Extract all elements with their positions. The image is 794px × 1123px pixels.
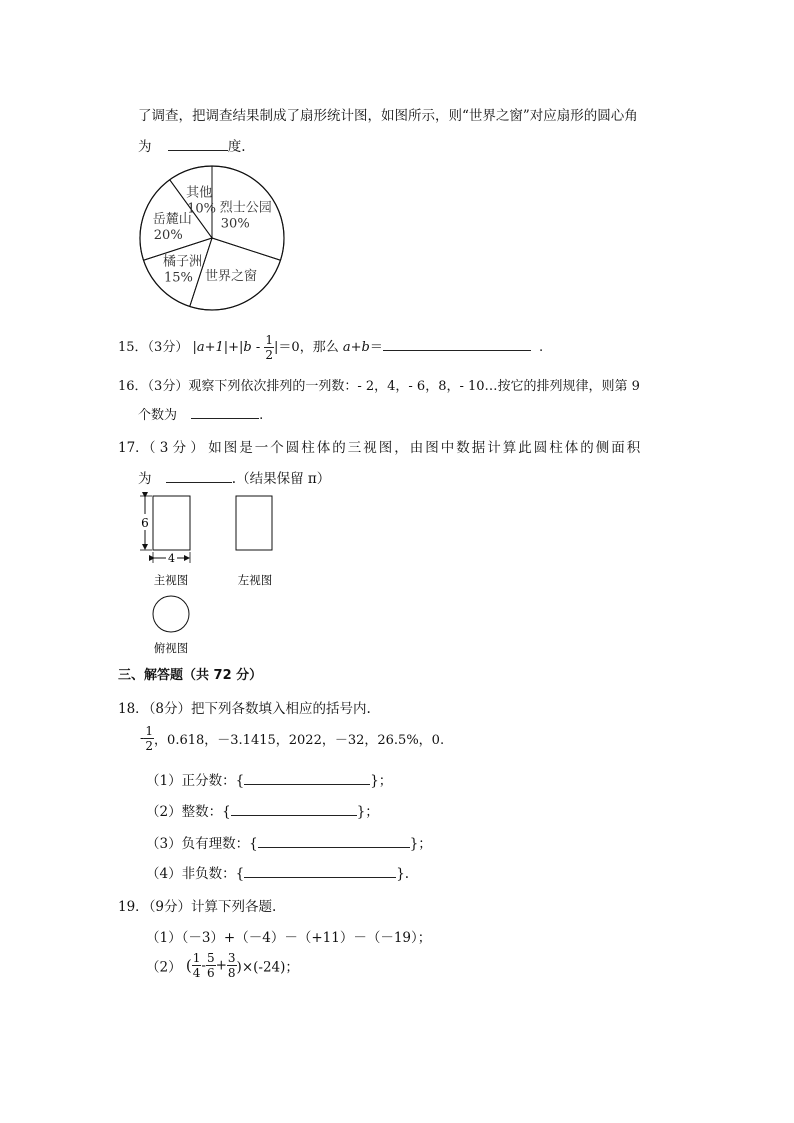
q19-sub1: （1）（－3）+（－4）－（+11）－（－19）；: [146, 930, 432, 946]
q16-line1: [118, 375, 640, 394]
q19-frac-1-num: 1: [192, 951, 201, 965]
pie-slice-percent: 30%: [220, 216, 250, 232]
q18-item-end: }.: [396, 866, 410, 882]
q18-item-label: （2）整数：{: [146, 804, 231, 820]
q16-answer-blank[interactable]: [191, 404, 259, 419]
q18-blank-4[interactable]: [244, 863, 396, 878]
q19-frac-2-num: 5: [206, 951, 215, 965]
width-label: 4: [168, 552, 175, 565]
q17-line1: [118, 436, 642, 456]
q19-score: （9分）: [148, 899, 192, 915]
q17-answer-blank[interactable]: [166, 468, 232, 483]
q16-number: 16．: [118, 379, 148, 394]
q15-answer-blank[interactable]: [383, 336, 531, 351]
q15-fraction: [264, 333, 274, 362]
front-view-label: 主视图: [153, 573, 189, 587]
q18-item-label: （4）非负数：{: [146, 866, 245, 882]
height-label: 6: [141, 516, 149, 530]
pie-slice-percent: 15%: [163, 270, 193, 286]
q19-frac-2-den: 6: [206, 966, 215, 980]
q18-item-end: }；: [370, 773, 393, 789]
q19-sub2: [146, 951, 299, 980]
q19-frac-2: [206, 951, 216, 980]
q18-score: （8分）: [148, 701, 192, 717]
pie-slice-label: 世界之窗: [204, 269, 257, 285]
q19-frac-1-den: 4: [192, 966, 201, 980]
q18-item-label: （3）负有理数：{: [146, 836, 258, 852]
q18-item-1: [146, 769, 392, 789]
q18-line1: [118, 697, 371, 717]
q19-sub2-label: （2）: [146, 959, 182, 976]
q18-item-2: [146, 800, 379, 820]
section-title: 三、解答题（共 72 分）: [118, 668, 263, 683]
q17-line2: [138, 467, 330, 487]
q18-neg: -: [140, 731, 145, 746]
q18-item-end: }；: [356, 804, 379, 820]
pie-slice-label: 烈士公园: [219, 200, 272, 216]
q18-blank-2[interactable]: [231, 801, 357, 816]
pie-slice-label: 其他: [186, 185, 213, 201]
pie-chart: [137, 164, 287, 314]
q19-tail: )×(-24)；: [236, 959, 299, 976]
pie-slice-percent: 10%: [187, 201, 217, 217]
side-view-rect: [236, 496, 272, 550]
q18-item-label: （1）正分数：{: [146, 773, 245, 789]
front-view-rect: [153, 496, 190, 550]
q18-item-4: [146, 862, 409, 882]
q18-numbers: [140, 724, 444, 753]
q19-frac-3: [227, 951, 237, 980]
q19-text: 计算下列各题.: [191, 899, 277, 915]
q18-blank-1[interactable]: [244, 770, 370, 785]
q15-score: （3分）: [147, 340, 189, 355]
q19-frac-1: [192, 951, 202, 980]
q18-frac-num: 1: [145, 724, 154, 738]
q15-eq-sign: ＝: [369, 340, 383, 355]
q19-frac-3-num: 3: [227, 951, 236, 965]
q18-frac-den: 2: [145, 739, 154, 753]
q17-score: （ 3 分 ）: [148, 440, 204, 456]
q15-eq-left: |a+1|+|b -: [192, 340, 261, 355]
q18-text: 把下列各数填入相应的括号内.: [191, 701, 371, 717]
q15-ab: a+b: [342, 340, 370, 355]
q17-number: 17．: [118, 440, 149, 456]
q15: [118, 333, 543, 362]
q17-suffix: .（结果保留 π）: [231, 471, 331, 487]
q15-eq-mid: |＝0，那么: [274, 340, 339, 355]
q16-prefix: 个数为: [138, 408, 178, 423]
q16-score: （3分）: [147, 379, 189, 394]
q18-number-list: ，0.618，－3.1415，2022，－32，26.5%，0.: [154, 733, 445, 748]
q14-line1: 了调查，把调查结果制成了扇形统计图，如图所示，则“世界之窗”对应扇形的圆心角: [138, 108, 638, 124]
q18-blank-3[interactable]: [258, 833, 410, 848]
q14-suffix: 度.: [227, 139, 246, 155]
q18-item-3: [146, 832, 432, 852]
q19-open-paren: (: [185, 956, 192, 975]
top-view-label: 俯视图: [153, 641, 189, 655]
q15-frac-den: 2: [265, 348, 274, 362]
q19-plus: +: [215, 957, 227, 974]
q16-line2: [138, 404, 263, 423]
top-view-circle: [153, 596, 189, 632]
q14-prefix: 为: [138, 139, 152, 155]
q14-line2: [138, 135, 246, 155]
q15-end: .: [538, 340, 544, 355]
q19-number: 19．: [118, 899, 149, 915]
q18-number: 18．: [118, 701, 149, 717]
q18-item-end: }；: [409, 836, 432, 852]
q15-frac-num: 1: [265, 333, 274, 347]
q15-number: 15．: [118, 340, 148, 355]
q14-answer-blank[interactable]: [168, 136, 228, 151]
q19-frac-3-den: 8: [227, 966, 236, 980]
q18-fraction: [144, 724, 154, 753]
pie-slice-label: 岳麓山: [152, 212, 192, 228]
q17-text: 如图是一个圆柱体的三视图，由图中数据计算此圆柱体的侧面积: [208, 440, 643, 456]
q19-minus: -: [201, 957, 206, 974]
q16-end: .: [259, 408, 264, 423]
q16-text: 观察下列依次排列的一列数：- 2，4，- 6，8，- 10…按它的排列规律，则第 9: [188, 379, 640, 394]
three-views-figure: [130, 490, 290, 658]
q19-line1: [118, 895, 276, 915]
pie-slice-label: 橘子洲: [162, 254, 202, 270]
q17-prefix: 为: [138, 471, 152, 487]
side-view-label: 左视图: [237, 573, 273, 587]
pie-slice-percent: 20%: [153, 228, 183, 244]
